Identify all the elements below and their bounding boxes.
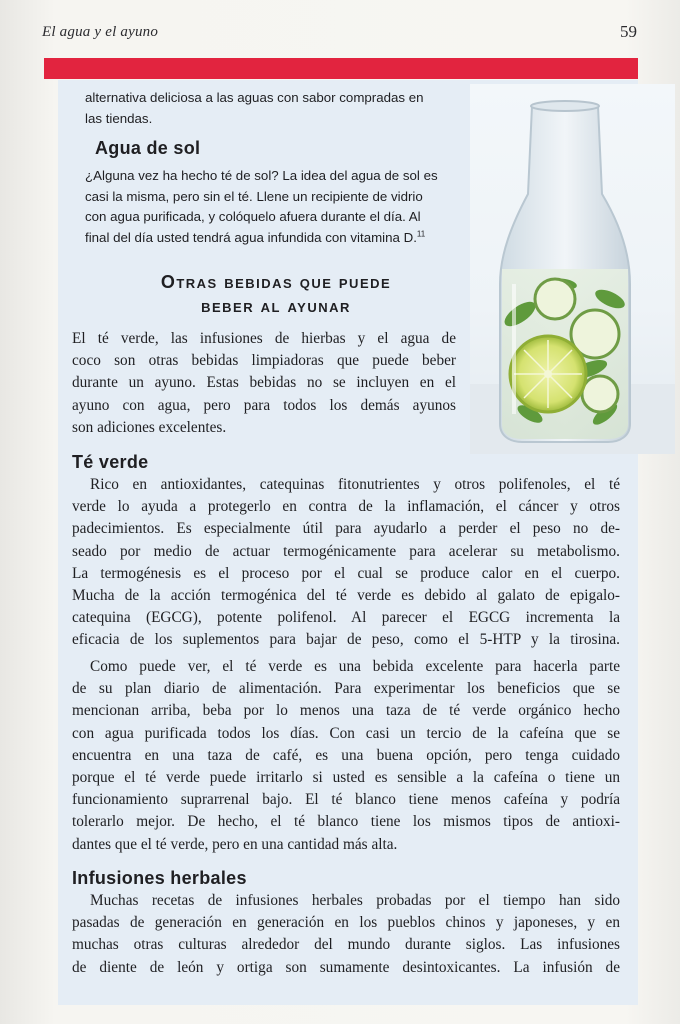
text-line: verde lo ayuda a protegerlo en contra de la inflamación, el cáncer y otros: [72, 498, 620, 516]
text-line: padecimientos. Es especialmente útil para ayudarlo a perder el peso no de-: [72, 520, 620, 538]
text-line: Muchas recetas de infusiones herbales probadas por el tiempo han sido: [90, 892, 620, 909]
text-line: catequina (EGCG), potente polifenol. Al parecer el EGCG incrementa la: [72, 609, 620, 627]
text-line: ayuno con agua, pero para todos los demás ayunos: [72, 396, 456, 414]
text-line: con agua purificada todos los días. Con casi un tercio de la cafeína que se: [72, 724, 620, 742]
footnote-marker: 11: [416, 229, 426, 239]
text-line: Mucha de la acción termogénica del té verde es debido al galato de epigalo-: [72, 587, 620, 605]
subheading-te-verde: Té verde: [72, 452, 149, 472]
text-line: porque el té verde puede irritarlo si usted es sensible a la cafeína o tiene un: [72, 769, 620, 787]
te-verde-paragraph-2: [72, 656, 620, 856]
text-line: tolerarlo mejor. De hecho, el té blanco tiene los mismos tipos de antioxi-: [72, 813, 620, 831]
text-line: casi la misma, pero sin el té. Llene un recipiente de vidrio: [85, 188, 423, 204]
intro-paragraph: [85, 88, 465, 129]
text-line: Como puede ver, el té verde es una bebida excelente para hacerla parte: [90, 658, 620, 675]
section-heading-line: Otras bebidas que puede: [160, 272, 392, 292]
text-line: con agua purificada, y colóquelo afuera durante el día. Al: [85, 209, 421, 224]
running-head: El agua y el ayuno: [42, 24, 159, 40]
text-line: ¿Alguna vez ha hecho té de sol? La idea del agua de sol es: [85, 168, 438, 183]
text-line: Rico en antioxidantes, catequinas fitonutrientes y otros polifenoles, el té: [90, 476, 620, 493]
section-heading-line: beber al ayunar: [201, 296, 351, 316]
text-line: alternativa deliciosa a las aguas con sabor compradas en: [85, 90, 424, 105]
carafe-illustration: [470, 84, 675, 454]
text-line: pasadas de generación en generación en los pueblos chinos y japoneses, y en: [72, 914, 620, 932]
text-line: funcionamiento suprarrenal bajo. El té blanco tiene menos cafeína y podría: [72, 791, 620, 809]
text-line: encuentra en una taza de café, es una buena opción, pero tenga cuidado: [72, 746, 620, 764]
agua-de-sol-paragraph: [85, 166, 465, 248]
header-accent-bar: [44, 58, 638, 79]
infusiones-paragraph: [72, 890, 620, 979]
text-line: coco son otras bebidas limpiadoras que puede beber: [72, 352, 456, 370]
subheading-agua-de-sol: Agua de sol: [95, 138, 201, 158]
text-line: son adiciones excelentes.: [72, 418, 227, 436]
text-line: eficacia de los suplementos para bajar de peso, como el 5-HTP y la tirosina.: [72, 631, 620, 649]
text-line: de diente de león y ortiga son sumamente desintoxicantes. La infusión de: [72, 958, 620, 976]
text-line: La termogénesis es el proceso por el cual se produce calor en el cuerpo.: [72, 564, 620, 582]
otras-bebidas-paragraph: [72, 328, 456, 439]
text-line: mencionan arriba, beba por lo menos una taza de té verde orgánico hecho: [72, 702, 620, 720]
carafe-photo: [470, 84, 675, 454]
text-line: las tiendas.: [85, 110, 153, 126]
page-number: 59: [620, 22, 637, 41]
text-line: dantes que el té verde, pero en una cantidad más alta.: [72, 835, 398, 853]
text-line: durante un ayuno. Estas bebidas no se incluyen en el: [72, 374, 456, 392]
text-fragment: final del día usted tendrá agua infundida con vitamina D.: [85, 229, 417, 245]
section-heading: [86, 270, 466, 318]
text-line: de su plan diario de alimentación. Para experimentar los beneficios que se: [72, 680, 620, 698]
text-line: muchas otras culturas alrededor del mundo durante siglos. Las infusiones: [72, 936, 620, 954]
subheading-infusiones-herbales: Infusiones herbales: [72, 868, 247, 888]
te-verde-paragraph-1: [72, 474, 620, 652]
text-line: El té verde, las infusiones de hierbas y el agua de: [72, 330, 456, 347]
text-line: [85, 228, 465, 249]
text-line: seado por medio de actuar termogénicamente para acelerar su metabolismo.: [72, 542, 620, 560]
